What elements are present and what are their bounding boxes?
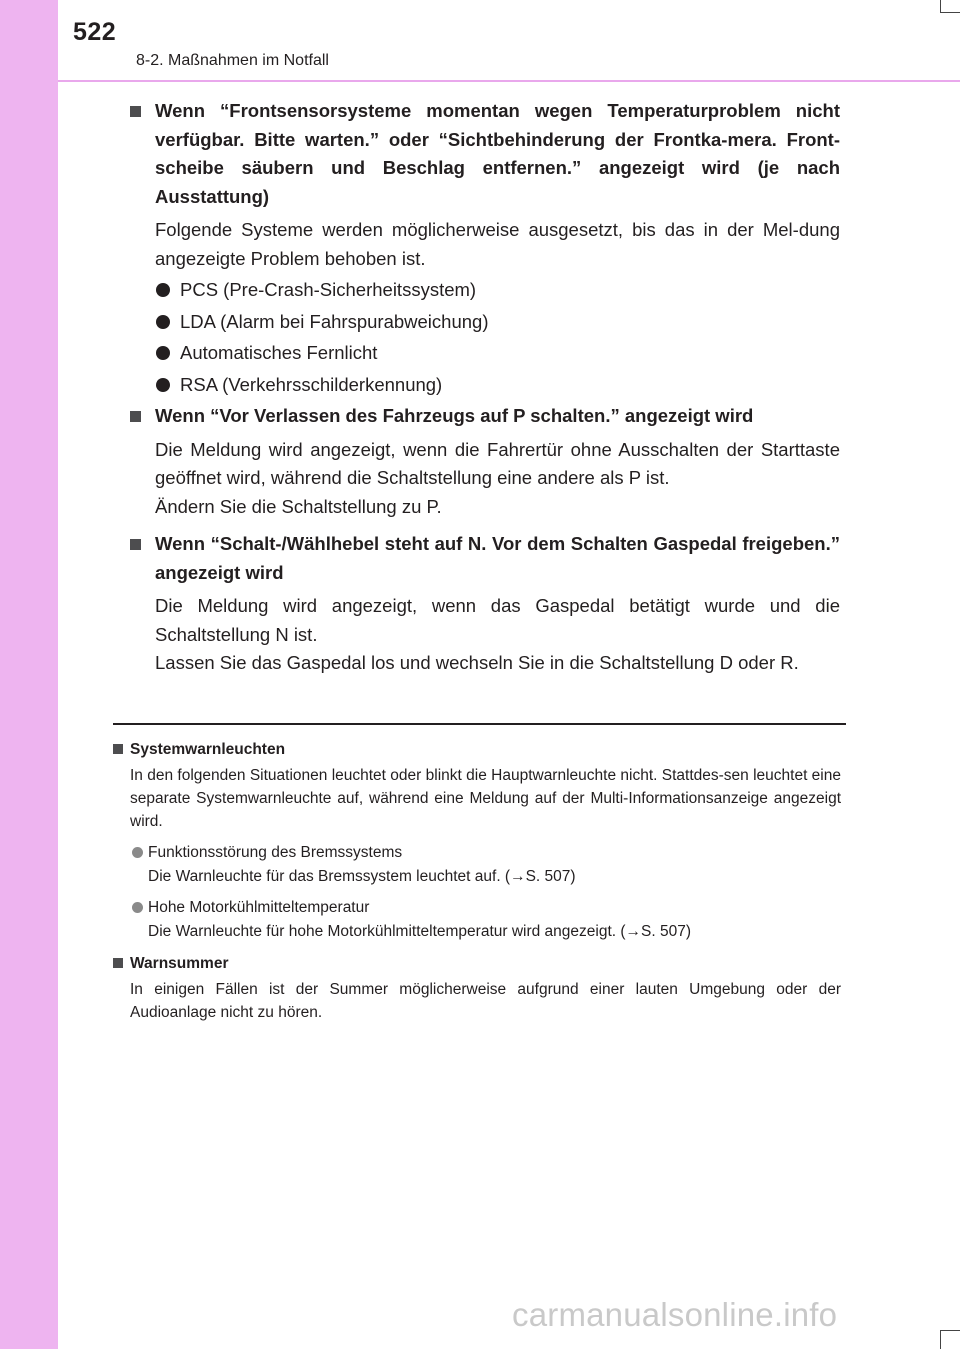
section-heading: Wenn “Vor Verlassen des Fahrzeugs auf P schalten.” angezeigt wird [130,402,840,431]
side-color-band [0,0,58,1349]
list-item: Automatisches Fernlicht [130,339,840,368]
square-bullet-icon [113,958,123,968]
list-item: LDA (Alarm bei Fahrspurabweichung) [130,308,840,337]
crop-mark [940,1330,941,1349]
section-n-gaspedal [130,530,840,678]
note-heading: Systemwarnleuchten [113,739,841,761]
round-bullet-icon [156,283,170,297]
header-rule [58,80,960,82]
square-bullet-icon [113,744,123,754]
section-text: Die Meldung wird angezeigt, wenn die Fahrertür ohne Ausschalten der Starttaste geöffnet wird, während die Schaltstellung eine andere als P ist. [155,438,840,488]
square-bullet-icon [130,411,141,422]
note-text: In einigen Fällen ist der Summer möglicherweise aufgrund einer lauten Umgebung oder der Audioanlage nicht zu hören. [130,981,841,1021]
square-bullet-icon [130,106,141,117]
note-list-item: Hohe Motorkühlmitteltemperatur Die Warnleuchte für hohe Motorkühlmitteltemperatur wird angezeigt. (→S. 507) [113,896,841,943]
section-p-schalten [130,402,840,521]
notes-area [113,739,841,1024]
list-item: PCS (Pre-Crash-Sicherheitssystem) [130,276,840,305]
note-text: In den folgenden Situationen leuchtet oder blinkt die Hauptwarnleuchte nicht. Stattdes-sen leuchtet eine separate Systemwarnleuchte auf, während eine Meldung auf der Multi-Informationsanzeige angezeigt wird. [130,767,841,830]
round-bullet-icon [156,315,170,329]
round-bullet-icon [156,346,170,360]
crop-mark [940,1330,960,1331]
square-bullet-icon [130,539,141,550]
notes-divider [113,723,846,725]
section-text: Lassen Sie das Gaspedal los und wechseln Sie in die Schaltstellung D oder R. [155,652,799,673]
round-bullet-icon [156,378,170,392]
section-text: Die Meldung wird angezeigt, wenn das Gaspedal betätigt wurde und die Schaltstellung N ist. [155,595,840,645]
watermark: carmanualsonline.info [512,1296,838,1333]
page-number: 522 [73,18,117,46]
section-heading: Wenn “Frontsensorsysteme momentan wegen Temperaturproblem nicht verfügbar. Bitte warten.” oder “Sichtbehinderung der Frontka-mera. Front-scheibe säubern und Beschlag entfernen.” angezeigt wird (je nach Ausstattung) [130,97,840,211]
section-heading: Wenn “Schalt-/Wählhebel steht auf N. Vor dem Schalten Gaspedal freigeben.” angezeigt wird [130,530,840,587]
crop-mark [940,12,960,13]
section-text: Ändern Sie die Schaltstellung zu P. [155,495,442,517]
note-heading: Warnsummer [113,953,841,975]
section-frontsensor [130,97,840,399]
crop-mark [940,0,941,12]
round-bullet-icon [132,847,143,858]
section-title: 8-2. Maßnahmen im Notfall [136,52,329,69]
round-bullet-icon [132,902,143,913]
section-text: Folgende Systeme werden möglicherweise ausgesetzt, bis das in der Mel-dung angezeigte Problem behoben ist. [155,219,840,269]
note-list-item: Funktionsstörung des Bremssystems Die Warnleuchte für das Bremssystem leuchtet auf. (→S. 507) [113,841,841,888]
list-item: RSA (Verkehrsschilderkennung) [130,371,840,400]
